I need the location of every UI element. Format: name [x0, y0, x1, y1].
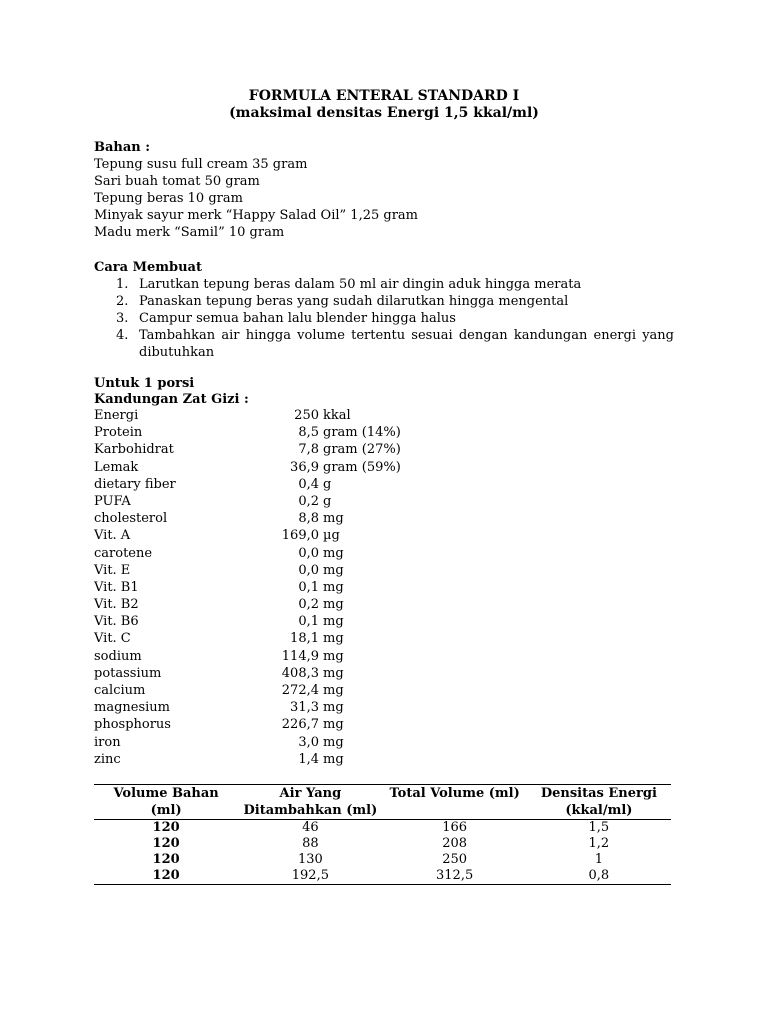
table-cell: 120 — [152, 820, 180, 835]
document-subtitle: (maksimal densitas Energi 1,5 kkal/ml) — [229, 105, 539, 121]
volume-table — [94, 784, 671, 885]
nutrient-unit: mg — [323, 717, 344, 733]
nutrient-name: dietary fiber — [94, 476, 176, 492]
table-cell: 88 — [302, 836, 319, 851]
bahan-item: Madu merk “Samil” 10 gram — [94, 225, 285, 240]
table-cell: 120 — [152, 852, 180, 867]
nutrient-name: PUFA — [94, 493, 131, 509]
header-line: Densitas Energi — [540, 786, 657, 801]
header-line: Air Yang — [279, 786, 342, 801]
cara-heading: Cara Membuat — [94, 260, 202, 275]
table-row — [94, 852, 671, 868]
nutrient-unit: mg — [323, 665, 344, 681]
nutrient-value: 0,1 — [298, 579, 319, 595]
nutrient-name: Vit. C — [94, 631, 131, 647]
header-line: Volume Bahan — [113, 786, 219, 801]
step-text: Larutkan tepung beras dalam 50 ml air dingin aduk hingga merata — [139, 277, 582, 292]
table-cell: 208 — [442, 836, 468, 851]
step-number: 2. — [116, 294, 129, 309]
nutrient-value: 169,0 — [281, 528, 319, 544]
nutrient-value: 0,2 — [298, 597, 319, 613]
nutrient-value: 8,5 — [298, 425, 319, 441]
nutrient-unit: mg — [323, 614, 344, 630]
nutrient-unit: mg — [323, 562, 344, 578]
nutrient-name: Vit. B1 — [94, 579, 139, 595]
table-cell: 1,2 — [588, 836, 610, 851]
nutrient-unit: mg — [323, 579, 344, 595]
step-number: 1. — [116, 277, 129, 292]
nutrient-value: 114,9 — [281, 648, 319, 664]
nutrient-value: 0,1 — [298, 614, 319, 630]
table-cell: 130 — [297, 852, 323, 867]
nutrient-value: 226,7 — [281, 717, 319, 733]
nutrient-name: sodium — [94, 648, 142, 664]
cara-step — [94, 276, 674, 293]
nutrient-unit: mg — [323, 511, 344, 527]
nutrient-name: calcium — [94, 683, 146, 698]
nutrient-unit: gram (27%) — [323, 442, 401, 458]
nutrient-name: magnesium — [94, 700, 170, 716]
nutrient-value: 272,4 — [281, 683, 319, 698]
nutrient-name: Protein — [94, 425, 143, 441]
table-row — [94, 836, 671, 852]
nutrient-name: phosphorus — [94, 717, 171, 733]
nutrient-value: 0,0 — [298, 562, 319, 578]
nutrient-value: 408,3 — [281, 665, 319, 681]
nutrient-name: Vit. A — [94, 528, 131, 544]
column-header — [383, 785, 527, 820]
table-cell: 0,8 — [588, 868, 610, 883]
header-line: Total Volume (ml) — [389, 786, 520, 801]
nutrient-name: Vit. B6 — [94, 614, 139, 630]
table-cell: 192,5 — [291, 868, 329, 883]
nutrient-unit: mg — [323, 683, 344, 698]
table-cell: 166 — [442, 820, 468, 835]
cara-step — [94, 327, 674, 361]
nutrient-value: 8,8 — [298, 511, 319, 527]
nutrient-name: Karbohidrat — [94, 442, 174, 458]
nutrient-unit: g — [323, 493, 332, 509]
document-title: FORMULA ENTERAL STANDARD I — [248, 88, 520, 104]
nutrient-value: 0,4 — [298, 476, 319, 492]
nutrient-unit: mg — [323, 648, 344, 664]
column-header — [527, 785, 671, 820]
nutrient-name: carotene — [94, 545, 153, 561]
table-cell: 120 — [152, 868, 180, 883]
nutrient-name: iron — [94, 734, 121, 750]
cara-step — [94, 293, 674, 310]
nutrient-unit: gram (14%) — [323, 425, 401, 441]
nutrient-name: zinc — [94, 751, 121, 767]
nutrient-unit: kkal — [323, 408, 351, 423]
bahan-item: Minyak sayur merk “Happy Salad Oil” 1,25 gram — [94, 208, 418, 223]
step-text: Campur semua bahan lalu blender hingga halus — [139, 311, 456, 326]
header-line: (ml) — [150, 803, 182, 818]
step-text-continued: dibutuhkan — [139, 345, 215, 360]
nutrient-value: 0,0 — [298, 545, 319, 561]
nutrient-unit: mg — [323, 597, 344, 613]
nutrient-unit: mg — [323, 631, 344, 647]
nutrient-value: 250 — [294, 408, 319, 423]
nutrient-value: 3,0 — [298, 734, 319, 750]
nutrient-unit: mg — [323, 751, 344, 767]
column-header — [238, 785, 382, 820]
bahan-heading: Bahan : — [94, 140, 151, 155]
nutrient-unit: µg — [323, 528, 340, 544]
nutrient-value: 36,9 — [290, 459, 319, 475]
table-cell: 250 — [442, 852, 468, 867]
nutrient-value: 31,3 — [290, 700, 319, 716]
table-cell: 46 — [302, 820, 319, 835]
header-line: (kkal/ml) — [565, 803, 633, 818]
table-cell: 312,5 — [436, 868, 474, 883]
nutrient-name: Lemak — [94, 459, 139, 475]
table-cell: 1,5 — [588, 820, 610, 835]
column-header — [94, 785, 238, 820]
bahan-item: Tepung beras 10 gram — [94, 191, 243, 206]
nutrient-value: 1,4 — [298, 751, 319, 767]
nutrient-unit: g — [323, 476, 332, 492]
kandungan-heading: Kandungan Zat Gizi : — [94, 392, 249, 407]
step-number: 4. — [116, 328, 129, 343]
header-line — [383, 802, 527, 819]
header-line: Ditambahkan (ml) — [243, 803, 378, 818]
nutrient-name: Vit. B2 — [94, 597, 139, 613]
step-text: Tambahkan air hingga volume tertentu sesuai dengan kandungan energi yang — [139, 328, 674, 343]
nutrient-name: Vit. E — [94, 562, 131, 578]
nutrient-unit: mg — [323, 700, 344, 716]
table-cell: 120 — [152, 836, 180, 851]
nutrient-unit: gram (59%) — [323, 459, 401, 475]
nutrient-value: 0,2 — [298, 493, 319, 509]
nutrient-value: 18,1 — [290, 631, 319, 647]
porsi-heading: Untuk 1 porsi — [94, 376, 195, 391]
step-text: Panaskan tepung beras yang sudah dilarutkan hingga mengental — [139, 294, 569, 309]
nutrient-unit: mg — [323, 545, 344, 561]
bahan-item: Sari buah tomat 50 gram — [94, 174, 260, 189]
nutrient-unit: mg — [323, 734, 344, 750]
table-header-row — [94, 785, 671, 820]
nutrient-name: Energi — [94, 408, 139, 423]
cara-step — [94, 310, 674, 327]
step-number: 3. — [116, 311, 129, 326]
nutrient-name: potassium — [94, 665, 162, 681]
nutrient-value: 7,8 — [298, 442, 319, 458]
cara-list — [94, 276, 674, 361]
table-row — [94, 820, 671, 837]
table-row — [94, 868, 671, 885]
table-cell: 1 — [594, 852, 604, 867]
nutrient-name: cholesterol — [94, 511, 168, 527]
bahan-item: Tepung susu full cream 35 gram — [94, 157, 308, 172]
